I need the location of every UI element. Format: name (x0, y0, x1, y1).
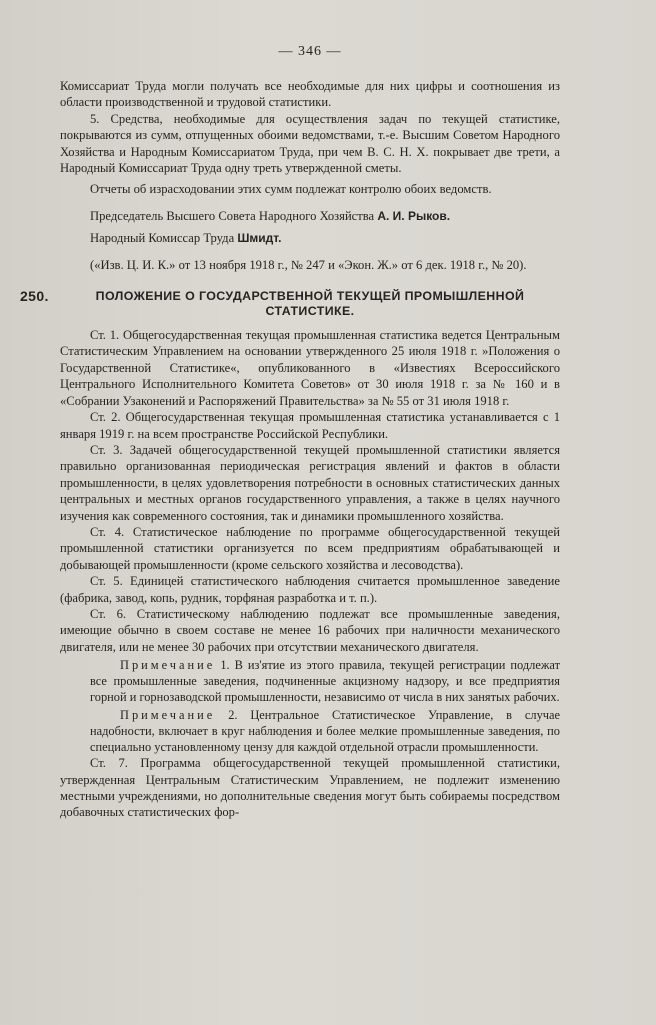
paragraph-continuation: Комиссариат Труда могли получать все необходимые для них цифры и соотношения из области производственной и трудовой статистики. (60, 79, 560, 110)
signature-commissar (90, 230, 560, 246)
signature-chairman-name: А. И. Рыков. (377, 208, 451, 223)
article-6: Ст. 6. Статистическому наблюдению подлежат все промышленные заведения, имеющие обычно в своем составе не менее 16 рабочих при наличности механического двигателя, или не менее 30 рабочих при отсутствии механического двигателя. (60, 606, 560, 654)
note-1 (90, 657, 560, 705)
article-2: Ст. 2. Общегосударственная текущая промышленная статистика устанавливается с 1 января 1919 г. на всем пространстве Российской Республики. (60, 410, 560, 441)
signature-chairman (90, 208, 560, 224)
section-heading (20, 288, 560, 319)
article-1: Ст. 1. Общегосударственная текущая промышленная статистика ведется Центральным Статистическим Управлением на основании утвержденного 25 июля 1918 г. »Положения о Государственной Статистике«, опубликованного в «Известиях Всероссийского Центрального Исполнительного Комитета Советов» от 30 июля 1918 г. за № 160 и в «Собрании Узаконений и Распоряжений Правительства» за № 55 от 31 июля 1918 г. (60, 328, 560, 408)
note-1-text: 1. В из'ятие из этого правила, текущей регистрации подлежат все промышленные заведения, подчиненные акцизному надзору, и все предприятия горной и горнозаводской промышленности, независимо от числа в них занятых рабочих. (90, 658, 560, 705)
source-citation: («Изв. Ц. И. К.» от 13 ноября 1918 г., № 247 и «Экон. Ж.» от 6 дек. 1918 г., № 20). (90, 257, 527, 272)
article-4: Ст. 4. Статистическое наблюдение по программе общегосударственной текущей промышленной статистики организуется по всем предприятиям обрабатывающей и добывающей промышленности (кроме сельского хозяйства и лесоводства). (60, 524, 560, 572)
section-title-line2: СТАТИСТИКЕ. (265, 304, 355, 319)
note-2 (90, 707, 560, 755)
page-number: — 346 — (278, 44, 342, 59)
section-title-line1: ПОЛОЖЕНИЕ О ГОСУДАРСТВЕННОЙ ТЕКУЩЕЙ ПРОМЫШЛЕННОЙ (95, 289, 525, 304)
note-2-text: 2. Центральное Статистическое Управление, в случае надобности, включает в круг наблюдения и более мелкие промышленные заведения, по специально установленному цензу для каждой отдельной отрасли промышленности. (90, 708, 560, 755)
signature-commissar-title: Народный Комиссар Труда (90, 231, 235, 246)
article-5: Ст. 5. Единицей статистического наблюдения считается промышленное заведение (фабрика, завод, копь, рудник, торфяная разработка и т. п.). (60, 574, 560, 605)
article-3: Ст. 3. Задачей общегосударственной текущей промышленной статистики является правильно организованная периодическая регистрация явлений и фактов в области промышленности, в целях удовлетворения потребности в основных статистических данных центральных и местных органов государственного управления, а также в целях научного изучения как современного состояния, так и динамики промышленного хозяйства. (60, 442, 560, 523)
signature-chairman-title: Председатель Высшего Совета Народного Хозяйства (90, 208, 375, 223)
paragraph-funding: 5. Средства, необходимые для осуществления задач по текущей статистике, покрываются из сумм, отпущенных обоими ведомствами, т.-е. Высшим Советом Народного Хозяйства и Народным Комиссариатом Труда, при чем В. С. Н. Х. покрывает две трети, а Народный Комиссариат Труда одну треть утвержденной сметы. (60, 111, 560, 176)
note-2-label: Примечание (120, 708, 216, 723)
section-number: 250. (20, 288, 49, 305)
signature-commissar-name: Шмидт. (237, 231, 282, 246)
note-1-label: Примечание (120, 658, 216, 673)
article-7: Ст. 7. Программа общегосударственной текущей промышленной статистики, утвержденная Центральным Статистическим Управлением, не подлежит изменению местными учреждениями, но дополнительные сведения могут быть собираемы посредством добавочных статистических фор- (60, 756, 560, 820)
paragraph-reports: Отчеты об израсходовании этих сумм подлежат контролю обоих ведомств. (90, 182, 492, 197)
